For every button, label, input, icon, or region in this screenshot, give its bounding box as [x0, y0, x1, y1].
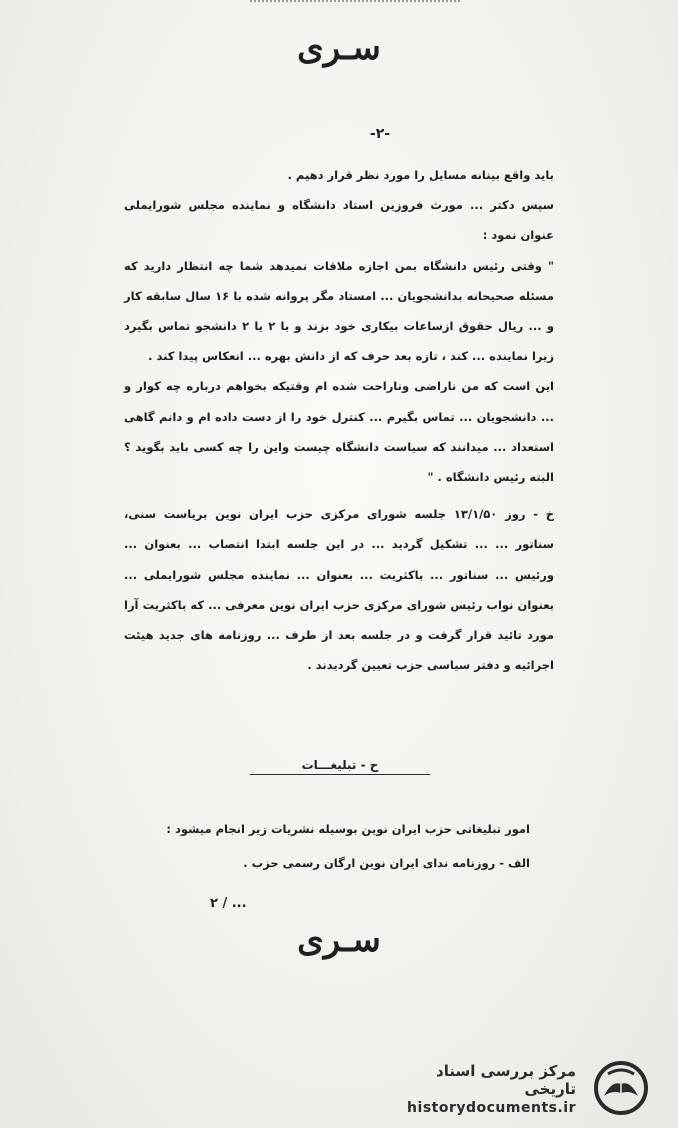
classification-header: سـری [297, 28, 381, 68]
paragraph-gap [124, 492, 554, 499]
paragraph-3: " وقتی رئیس دانشگاه بمن اجازه ملاقات نمیدهد شما چه انتظار دارید که مسئله صحیحانه بدانشجویان ... امستاد مگر پروانه شده با ۱۶ سال سابقه کار و ... ریال حقوق ازساعات بیکاری خود بزند و با ۲ یا ۲ دانشجو تماس بگیرد زیرا نماینده ... کند ، تازه بعد حرف که از دانش بهره ... انعکاس پیدا کند . [124, 258, 555, 364]
book-logo-icon [590, 1060, 652, 1116]
info-line-1: امور تبلیغاتی حزب ایران نوین بوسیله نشریات زیر انجام میشود : [166, 822, 530, 836]
paragraph-1: باید واقع بینانه مسایل را مورد نظر قرار دهیم . [287, 168, 554, 182]
page-number: -۲- [369, 126, 391, 142]
propaganda-section [150, 812, 530, 880]
classification-footer: سـری [297, 920, 381, 960]
reference-code: ۲ / ... [210, 896, 247, 911]
document-body [124, 160, 554, 680]
paragraph-2: سپس دکتر ... مورث فروزین استاد دانشگاه و نماینده مجلس شورایملی عنوان نمود : [124, 198, 554, 243]
watermark-text [392, 1062, 576, 1116]
top-edge-dots [250, 0, 460, 6]
archive-watermark[interactable] [392, 1058, 662, 1120]
info-line-2: الف - روزنامه ندای ایران نوین ارگان رسمی حزب . [243, 856, 530, 870]
section-heading: ح - تبلیغـــات [250, 758, 430, 775]
watermark-title: مرکز بررسی اسناد تاریخی [436, 1062, 576, 1098]
watermark-site[interactable]: historydocuments.ir [407, 1100, 576, 1116]
paragraph-5: خ - روز ۱۳/۱/۵۰ جلسه شورای مرکزی حزب ایران نوین بریاست سنی، سناتور ... ... تشکیل گردید ... در این جلسه ابتدا انتصاب ... بعنوان ... ورئیس ... سناتور ... باکثریت ... بعنوان ... نماینده مجلس شورایملی ... بعنوان نواب رئیس شورای مرکزی حزب ایران نوین معرفی ... که باکثریت آرا مورد تائید قرار گرفت و در جلسه بعد از طرف ... روزنامه های جدید هیئت اجرائیه و دفتر سیاسی حزب تعیین گردیدند . [124, 507, 554, 673]
paragraph-4: این است که من ناراضی وناراحت شده ام وقتیکه بخواهم درباره چه کوار و ... دانشجویان ... تماس بگیرم ... کنترل خود را از دست داده ام و دانم گاهی استعداد ... میدانند که سیاست دانشگاه چیست واین را چه کسی باید بگوید ؟ البته رئیس دانشگاه . " [124, 379, 554, 485]
